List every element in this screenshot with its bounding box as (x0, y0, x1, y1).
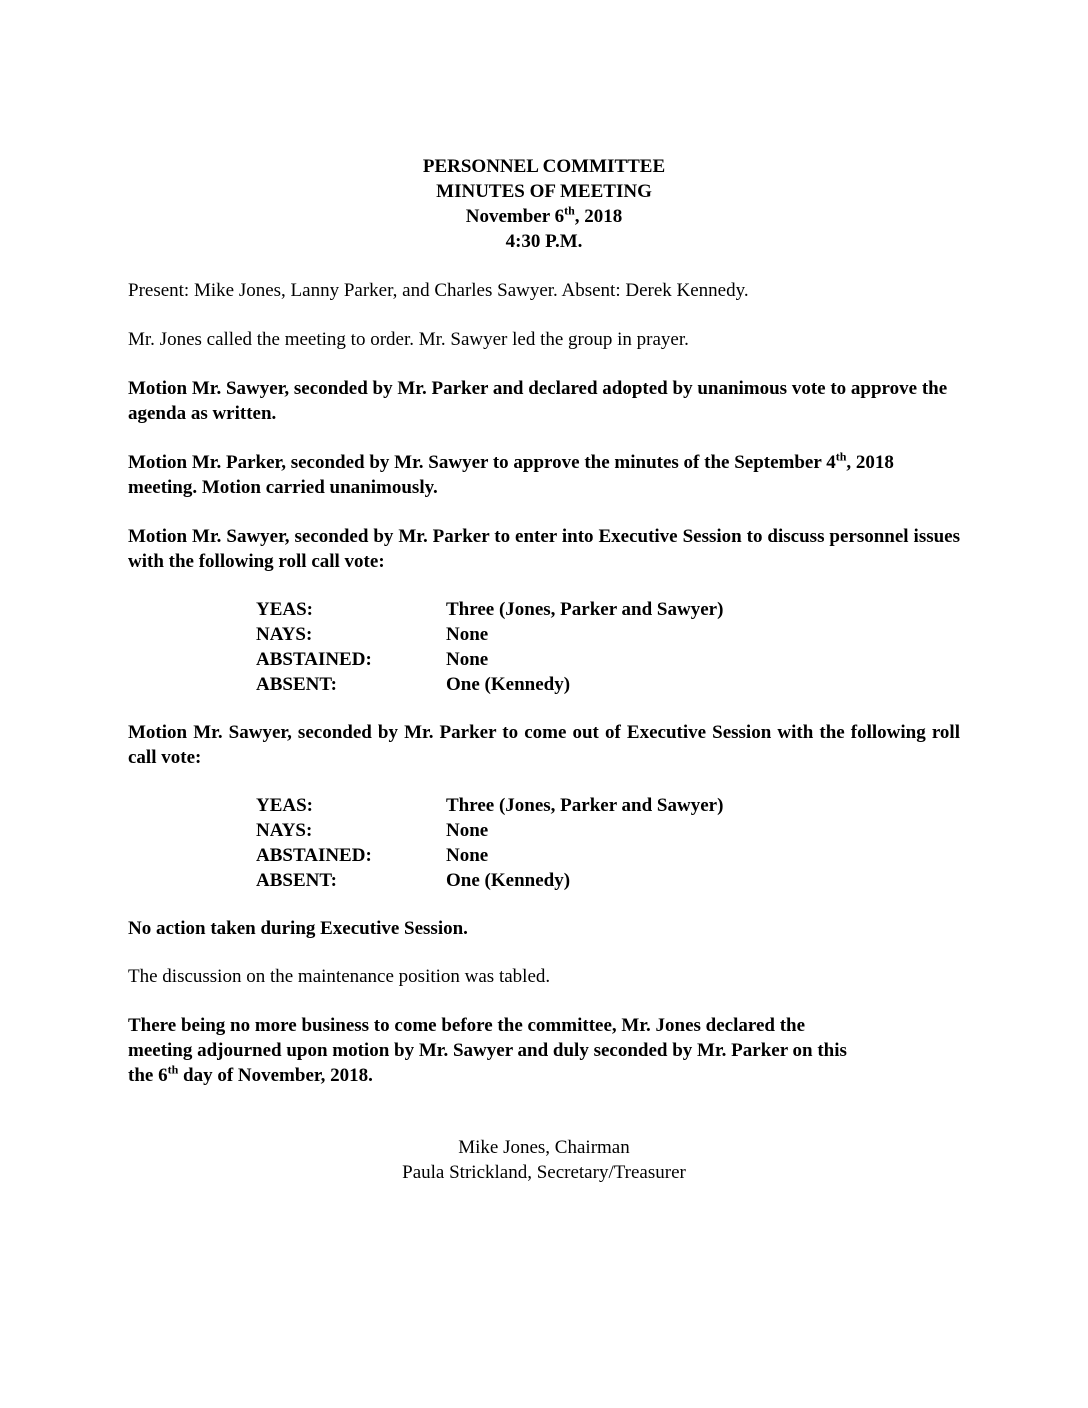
vote-value: None (446, 820, 489, 841)
vote-label: NAYS: (256, 624, 313, 645)
signature-block (0, 1135, 1088, 1185)
vote-label: ABSENT: (256, 870, 337, 891)
vote-label: YEAS: (256, 599, 314, 620)
vote-label: YEAS: (256, 795, 314, 816)
adjournment-line (128, 1063, 988, 1088)
vote-value: None (446, 624, 489, 645)
motion-enter-executive-paragraph: Motion Mr. Sawyer, seconded by Mr. Parker to enter into Executive Session to discuss personnel issues with the following roll call vote: (128, 526, 960, 572)
vote-label: ABSTAINED: (256, 845, 372, 866)
vote-row-absent (256, 868, 723, 893)
document-header (0, 154, 1088, 254)
meeting-date (0, 204, 1088, 229)
vote-value: None (446, 649, 489, 670)
secretary-signature: Paula Strickland, Secretary/Treasurer (402, 1162, 686, 1183)
motion-minutes-suffix: , 2018 meeting. Motion carried unanimously. (128, 452, 894, 498)
vote-value: Three (Jones, Parker and Sawyer) (446, 599, 724, 620)
motion-agenda-paragraph: Motion Mr. Sawyer, seconded by Mr. Parker and declared adopted by unanimous vote to approve the agenda as written. (128, 378, 948, 424)
roll-call-vote-exit (256, 793, 723, 893)
vote-row-abstained (256, 647, 723, 672)
vote-value: One (Kennedy) (446, 674, 571, 695)
meeting-date-ordinal: th (564, 203, 575, 218)
attendance-paragraph: Present: Mike Jones, Lanny Parker, and Charles Sawyer. Absent: Derek Kennedy. (128, 280, 749, 301)
vote-row-yeas (256, 793, 723, 818)
vote-label: ABSENT: (256, 674, 337, 695)
adjournment-day-prefix: the 6 (128, 1065, 168, 1086)
roll-call-vote-enter (256, 597, 723, 697)
motion-minutes-ordinal: th (835, 449, 847, 464)
meeting-time: 4:30 P.M. (505, 231, 583, 252)
committee-title: PERSONNEL COMMITTEE (422, 156, 666, 177)
adjournment-paragraph (128, 1013, 988, 1088)
adjournment-day-ordinal: th (167, 1062, 179, 1077)
vote-row-nays (256, 818, 723, 843)
motion-exit-executive-paragraph: Motion Mr. Sawyer, seconded by Mr. Parker to come out of Executive Session with the following roll call vote: (128, 722, 960, 768)
minutes-title: MINUTES OF MEETING (436, 181, 652, 202)
chairman-signature: Mike Jones, Chairman (458, 1137, 630, 1158)
adjournment-line: meeting adjourned upon motion by Mr. Sawyer and duly seconded by Mr. Parker on this (128, 1040, 847, 1061)
motion-minutes-paragraph (128, 450, 964, 500)
vote-label: ABSTAINED: (256, 649, 372, 670)
vote-value: One (Kennedy) (446, 870, 571, 891)
vote-row-abstained (256, 843, 723, 868)
meeting-date-prefix: November 6 (465, 206, 565, 227)
call-to-order-paragraph: Mr. Jones called the meeting to order. Mr. Sawyer led the group in prayer. (128, 329, 689, 350)
vote-row-yeas (256, 597, 723, 622)
meeting-date-suffix: , 2018 (574, 206, 623, 227)
vote-row-nays (256, 622, 723, 647)
adjournment-line: There being no more business to come before the committee, Mr. Jones declared the (128, 1015, 806, 1036)
vote-value: None (446, 845, 489, 866)
vote-row-absent (256, 672, 723, 697)
no-action-paragraph: No action taken during Executive Session. (128, 918, 468, 939)
vote-value: Three (Jones, Parker and Sawyer) (446, 795, 724, 816)
adjournment-day-suffix: day of November, 2018. (178, 1065, 373, 1086)
tabled-paragraph: The discussion on the maintenance position was tabled. (128, 966, 551, 987)
vote-label: NAYS: (256, 820, 313, 841)
motion-minutes-prefix: Motion Mr. Parker, seconded by Mr. Sawyer to approve the minutes of the September 4 (128, 452, 836, 473)
